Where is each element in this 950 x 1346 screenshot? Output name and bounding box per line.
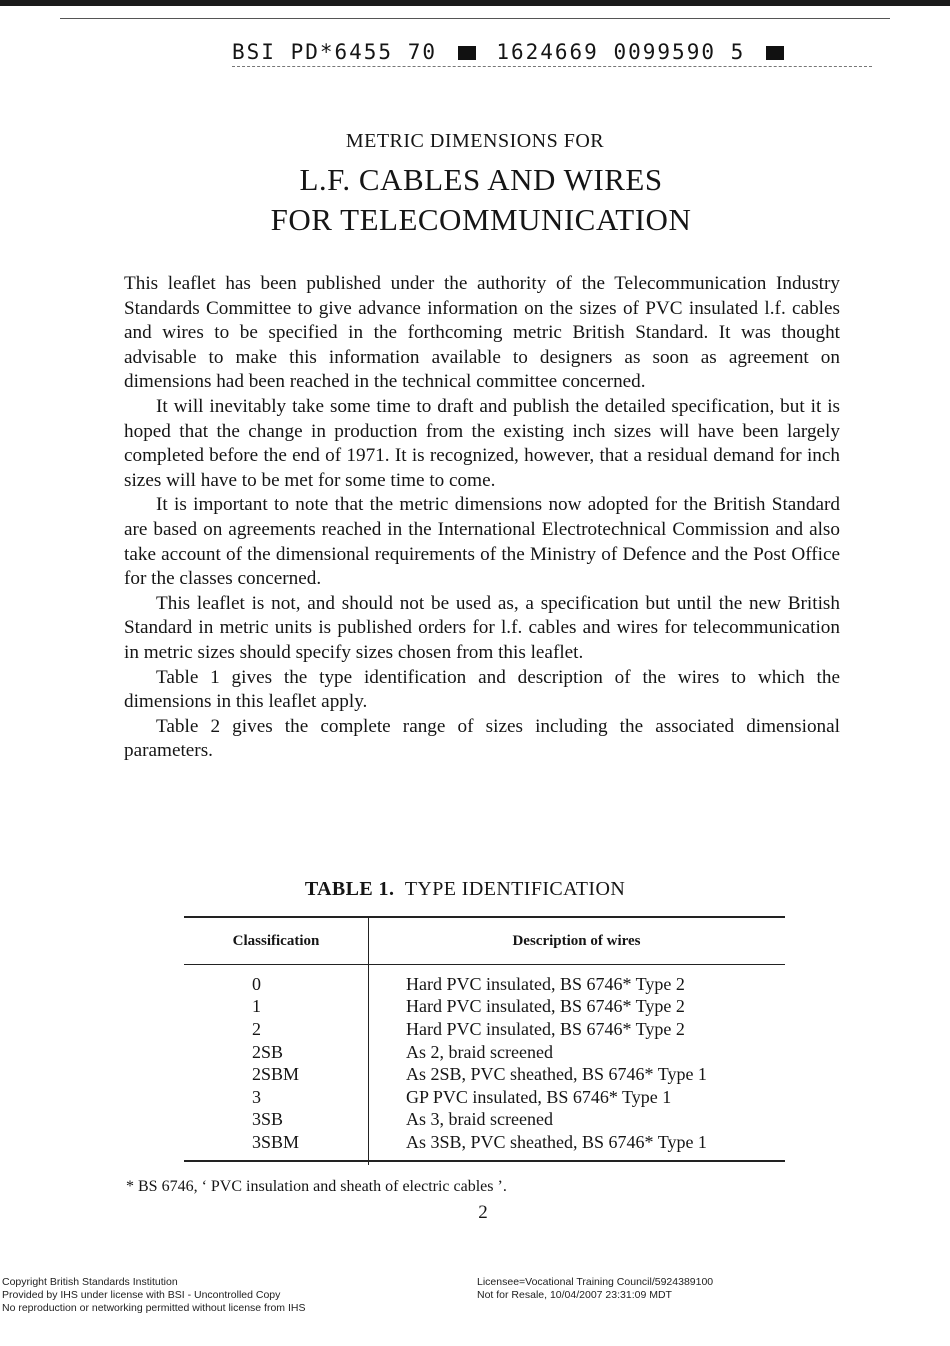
table-bottom-rule: [184, 1160, 785, 1162]
document-code-header: [232, 40, 872, 67]
classification-cell: 1: [252, 996, 261, 1017]
classification-cell: 3SBM: [252, 1131, 300, 1152]
description-cell: As 3, braid screened: [406, 1109, 553, 1130]
classification-cell: 0: [252, 973, 261, 994]
description-cell: Hard PVC insulated, BS 6746* Type 2: [406, 1018, 685, 1039]
page-number: 2: [478, 1202, 488, 1223]
copyright-line: No reproduction or networking permitted without license from IHS: [2, 1302, 306, 1314]
classification-cell: 3SB: [252, 1109, 284, 1130]
title-line-2: L.F. CABLES AND WIRES: [299, 162, 663, 197]
table-row: [184, 1109, 785, 1132]
top-thin-rule: [60, 18, 890, 19]
paragraph: It will inevitably take some time to draft and publish the detailed specification, but it is hoped that the change in production from the existing inch sizes will have been largely completed before the end of 1971. It is recognized, however, that a residual demand for inch sizes will have to be met for some time to come.: [124, 395, 840, 491]
type-identification-table: [184, 916, 785, 1162]
description-cell: Hard PVC insulated, BS 6746* Type 2: [406, 996, 685, 1017]
table-title: [0, 878, 930, 901]
paragraph: Table 2 gives the complete range of sizes including the associated dimensional parameters.: [124, 715, 840, 762]
classification-cell: 2SBM: [252, 1064, 300, 1085]
document-code-left: BSI PD*6455 70: [232, 40, 438, 64]
copyright-line: Copyright British Standards Institution: [2, 1276, 178, 1288]
description-cell: As 2, braid screened: [406, 1041, 553, 1062]
title-line-1: METRIC DIMENSIONS FOR: [345, 130, 605, 152]
table-row: [184, 1041, 785, 1064]
paragraph: This leaflet has been published under the authority of the Telecommunication Industry Standards Committee to give advance information on the sizes of PVC insulated l.f. cables and wires to be specified in the forthcoming metric British Standard. It was thought advisable to make this information available to designers as soon as agreement on dimensions had been reached in the technical committee concerned.: [124, 273, 840, 393]
paragraph: It is important to note that the metric dimensions now adopted for the British Standard are based on agreements reached in the International Electrotechnical Commission and also take account of the dimensional requirements of the Ministry of Defence and the Post Office for the classes concerned.: [124, 494, 840, 590]
license-line: Not for Resale, 10/04/2007 23:31:09 MDT: [477, 1289, 672, 1301]
table-row: [184, 1018, 785, 1041]
table-row: [184, 973, 785, 996]
title-line-3: FOR TELECOMMUNICATION: [270, 202, 692, 237]
top-border-rule: [0, 0, 950, 6]
copyright-notice-right: [477, 1276, 713, 1302]
copyright-notice-left: [2, 1276, 305, 1315]
redaction-block-icon: [458, 46, 476, 60]
table-caption: TYPE IDENTIFICATION: [404, 878, 626, 900]
redaction-block-icon: [766, 46, 784, 60]
table-row: [184, 996, 785, 1019]
description-cell: GP PVC insulated, BS 6746* Type 1: [406, 1086, 672, 1107]
table-column-divider: [368, 918, 369, 1165]
table-body: [184, 965, 785, 1160]
column-header-classification: Classification: [232, 932, 320, 949]
body-text: [124, 272, 840, 764]
footnote: * BS 6746, ‘ PVC insulation and sheath of electric cables ’.: [126, 1178, 507, 1195]
table-header-row: [184, 918, 785, 964]
paragraph: This leaflet is not, and should not be used as, a specification but until the new British Standard in metric units is published orders for l.f. cables and wires for telecommunication in metric sizes should specify sizes chosen from this leaflet.: [124, 592, 840, 663]
table-row: [184, 1086, 785, 1109]
classification-cell: 3: [252, 1086, 261, 1107]
copyright-line: Provided by IHS under license with BSI - Uncontrolled Copy: [2, 1289, 281, 1301]
table-row: [184, 1131, 785, 1154]
table-label: TABLE 1.: [304, 878, 395, 900]
classification-cell: 2SB: [252, 1041, 284, 1062]
paragraph: Table 1 gives the type identification and description of the wires to which the dimensions in this leaflet apply.: [124, 666, 840, 713]
classification-cell: 2: [252, 1018, 261, 1039]
document-code-right: 1624669 0099590 5: [496, 40, 746, 64]
license-line: Licensee=Vocational Training Council/5924389100: [477, 1276, 714, 1288]
description-cell: As 3SB, PVC sheathed, BS 6746* Type 1: [406, 1131, 707, 1152]
column-header-description: Description of wires: [512, 932, 641, 949]
description-cell: As 2SB, PVC sheathed, BS 6746* Type 1: [406, 1064, 707, 1085]
description-cell: Hard PVC insulated, BS 6746* Type 2: [406, 973, 685, 994]
table-row: [184, 1063, 785, 1086]
